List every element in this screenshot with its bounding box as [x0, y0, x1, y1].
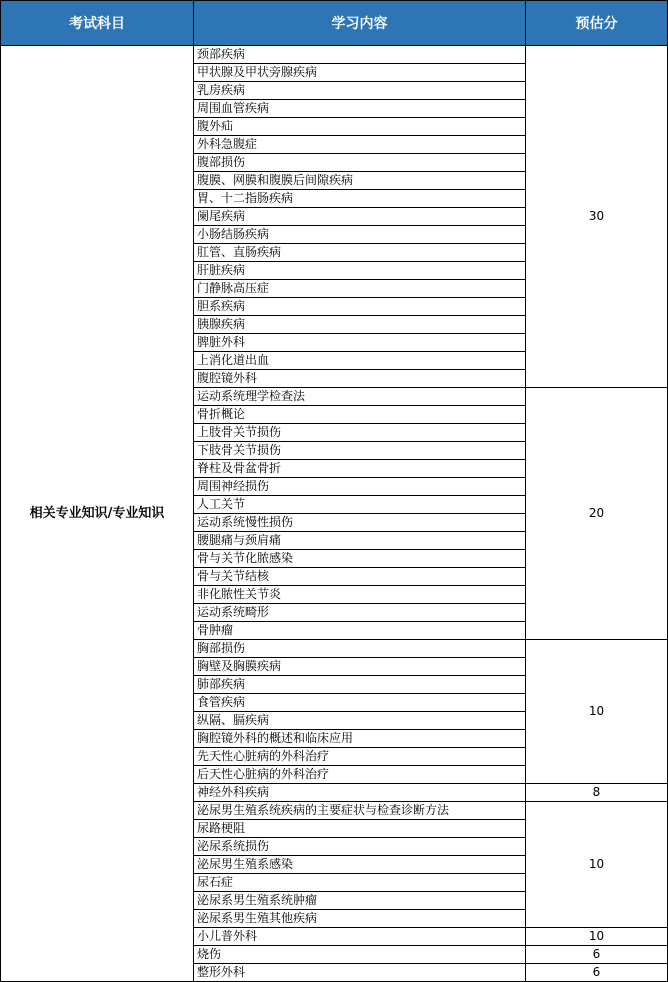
content-cell: 非化脓性关节炎 — [194, 586, 526, 604]
content-cell: 颈部疾病 — [194, 46, 526, 64]
content-cell: 上消化道出血 — [194, 352, 526, 370]
content-cell: 腹部损伤 — [194, 154, 526, 172]
content-cell: 烧伤 — [194, 946, 526, 964]
score-cell: 20 — [526, 388, 668, 640]
content-cell: 骨折概论 — [194, 406, 526, 424]
content-cell: 脊柱及骨盆骨折 — [194, 460, 526, 478]
content-cell: 阑尾疾病 — [194, 208, 526, 226]
content-cell: 乳房疾病 — [194, 82, 526, 100]
content-cell: 胸腔镜外科的概述和临床应用 — [194, 730, 526, 748]
score-cell: 30 — [526, 46, 668, 388]
content-cell: 周围神经损伤 — [194, 478, 526, 496]
content-cell: 纵隔、膈疾病 — [194, 712, 526, 730]
content-cell: 甲状腺及甲状旁腺疾病 — [194, 64, 526, 82]
score-cell: 10 — [526, 928, 668, 946]
content-cell: 整形外科 — [194, 964, 526, 982]
score-cell: 6 — [526, 964, 668, 982]
content-cell: 小儿普外科 — [194, 928, 526, 946]
content-cell: 腹腔镜外科 — [194, 370, 526, 388]
content-cell: 人工关节 — [194, 496, 526, 514]
content-cell: 运动系统畸形 — [194, 604, 526, 622]
content-cell: 腹外疝 — [194, 118, 526, 136]
content-cell: 泌尿系男生殖其他疾病 — [194, 910, 526, 928]
content-cell: 后天性心脏病的外科治疗 — [194, 766, 526, 784]
content-cell: 泌尿系男生殖系统肿瘤 — [194, 892, 526, 910]
content-cell: 运动系统理学检查法 — [194, 388, 526, 406]
content-cell: 泌尿男生殖系感染 — [194, 856, 526, 874]
content-cell: 下肢骨关节损伤 — [194, 442, 526, 460]
content-cell: 周围血管疾病 — [194, 100, 526, 118]
content-cell: 腰腿痛与颈肩痛 — [194, 532, 526, 550]
content-cell: 泌尿系统损伤 — [194, 838, 526, 856]
score-cell: 8 — [526, 784, 668, 802]
subject-cell: 相关专业知识/专业知识 — [1, 46, 194, 982]
content-cell: 食管疾病 — [194, 694, 526, 712]
content-cell: 外科急腹症 — [194, 136, 526, 154]
header-subject: 考试科目 — [1, 1, 194, 46]
header-row — [1, 1, 668, 46]
content-cell: 胃、十二指肠疾病 — [194, 190, 526, 208]
table-body — [1, 46, 668, 982]
content-cell: 泌尿男生殖系统疾病的主要症状与检查诊断方法 — [194, 802, 526, 820]
content-cell: 胆系疾病 — [194, 298, 526, 316]
score-cell: 6 — [526, 946, 668, 964]
content-cell: 门静脉高压症 — [194, 280, 526, 298]
content-cell: 上肢骨关节损伤 — [194, 424, 526, 442]
content-cell: 骨与关节化脓感染 — [194, 550, 526, 568]
content-cell: 胸壁及胸膜疾病 — [194, 658, 526, 676]
score-cell: 10 — [526, 640, 668, 784]
content-cell: 肺部疾病 — [194, 676, 526, 694]
header-content: 学习内容 — [194, 1, 526, 46]
content-cell: 骨与关节结核 — [194, 568, 526, 586]
content-cell: 胸部损伤 — [194, 640, 526, 658]
content-cell: 肝脏疾病 — [194, 262, 526, 280]
content-cell: 尿路梗阻 — [194, 820, 526, 838]
content-cell: 脾脏外科 — [194, 334, 526, 352]
content-cell: 尿石症 — [194, 874, 526, 892]
content-cell: 神经外科疾病 — [194, 784, 526, 802]
content-cell: 肛管、直肠疾病 — [194, 244, 526, 262]
header-score: 预估分 — [526, 1, 668, 46]
content-cell: 腹膜、网膜和腹膜后间隙疾病 — [194, 172, 526, 190]
content-cell: 小肠结肠疾病 — [194, 226, 526, 244]
content-cell: 骨肿瘤 — [194, 622, 526, 640]
score-cell: 10 — [526, 802, 668, 928]
table-row — [1, 46, 668, 64]
content-cell: 胰腺疾病 — [194, 316, 526, 334]
content-cell: 运动系统慢性损伤 — [194, 514, 526, 532]
content-cell: 先天性心脏病的外科治疗 — [194, 748, 526, 766]
